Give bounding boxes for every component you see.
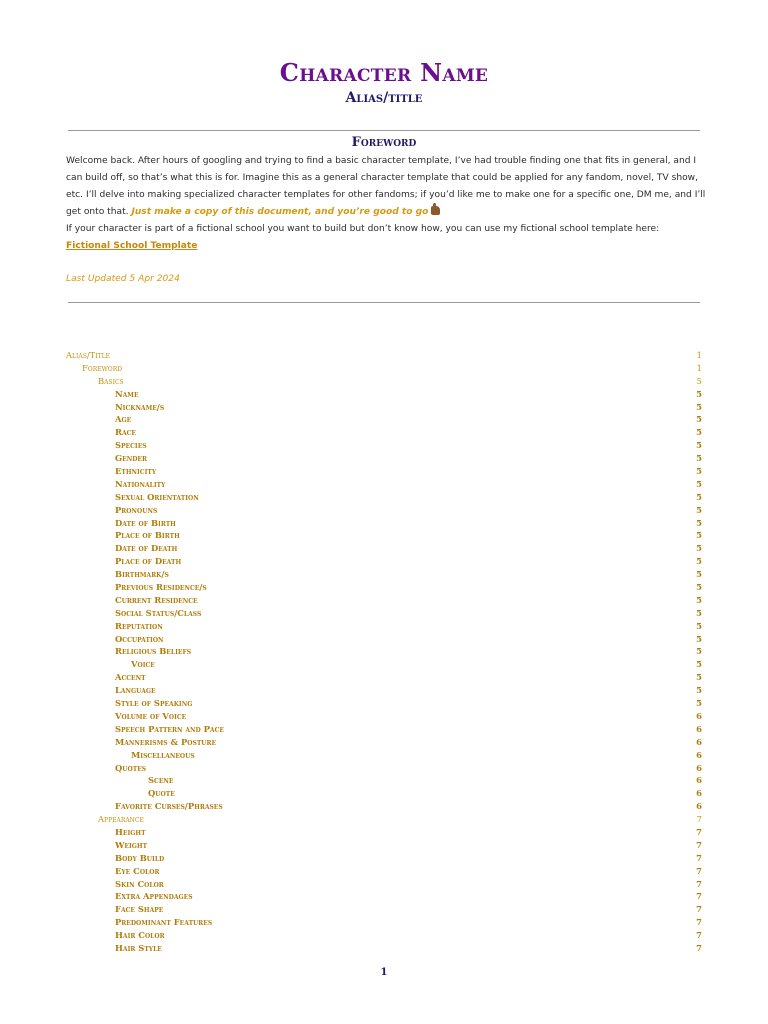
toc-entry-label: Foreword — [82, 362, 123, 373]
toc-entry[interactable] — [66, 504, 702, 517]
toc-entry[interactable] — [66, 645, 702, 658]
toc-entry-label: Religious Beliefs — [115, 646, 192, 657]
toc-entry-page: 5 — [696, 569, 702, 580]
toc-entry[interactable] — [66, 658, 702, 671]
toc-entry[interactable] — [66, 491, 702, 504]
toc-entry-label: Pronouns — [115, 504, 158, 515]
foreword-body — [66, 153, 706, 255]
toc-entry[interactable] — [66, 800, 702, 813]
toc-entry[interactable] — [66, 736, 702, 749]
toc-entry[interactable] — [66, 362, 702, 375]
toc-entry-page: 6 — [696, 762, 702, 773]
toc-entry[interactable] — [66, 813, 702, 826]
toc-entry[interactable] — [66, 671, 702, 684]
toc-entry[interactable] — [66, 568, 702, 581]
toc-entry-page: 7 — [696, 814, 702, 825]
intro-emphasis: Just make a copy of this document, and you’re good to go — [131, 207, 429, 217]
character-name-title: Character Name — [279, 58, 489, 87]
toc-entry-label: Previous Residence/s — [115, 582, 207, 593]
toc-entry-page: 5 — [696, 633, 702, 644]
toc-entry-label: Speech Pattern and Pace — [115, 723, 224, 734]
toc-entry-label: Gender — [115, 453, 147, 464]
toc-entry-label: Nationality — [115, 478, 166, 489]
bottom-divider — [68, 302, 700, 303]
toc-entry[interactable] — [66, 839, 702, 852]
toc-entry-label: Predominant Features — [115, 917, 213, 928]
toc-entry[interactable] — [66, 890, 702, 903]
toc-entry-page: 7 — [696, 826, 702, 837]
toc-entry-label: Age — [115, 414, 132, 425]
toc-entry-page: 1 — [696, 350, 702, 360]
toc-entry-page: 7 — [696, 904, 702, 915]
toc-entry-label: Skin Color — [115, 878, 164, 889]
toc-entry-label: Voice — [131, 659, 155, 670]
toc-entry-label: Name — [115, 388, 139, 399]
toc-entry-page: 7 — [696, 942, 702, 953]
toc-entry[interactable] — [66, 878, 702, 891]
toc-entry-label: Reputation — [115, 620, 163, 631]
toc-entry-label: Date of Death — [115, 543, 178, 554]
intro-text: Welcome back. After hours of googling and trying to find a basic character template, I’ve had trouble finding one that fits in general, and I can build off, so that’s what this is for. Imagine this as a general character template that could be applied for any fandom, novel, TV show, etc. I’ll delve into making specialized character templates for other fandoms; if you’d like me to make one for a specific one, DM me, and I’ll get onto that. — [66, 156, 706, 217]
toc-entry[interactable] — [66, 542, 702, 555]
toc-entry-page: 5 — [696, 620, 702, 631]
toc-entry-label: Place of Death — [115, 556, 182, 567]
toc-entry-label: Eye Color — [115, 865, 160, 876]
toc-entry-page: 5 — [696, 491, 702, 502]
toc-entry-page: 5 — [696, 504, 702, 515]
toc-entry-label: Height — [115, 826, 146, 837]
table-of-contents — [66, 349, 702, 955]
toc-entry[interactable] — [66, 581, 702, 594]
toc-entry-page: 5 — [696, 530, 702, 541]
toc-entry-label: Date of Birth — [115, 517, 176, 528]
toc-entry-label: Place of Birth — [115, 530, 180, 541]
toc-entry-label: Sexual Orientation — [115, 491, 199, 502]
toc-entry[interactable] — [66, 388, 702, 401]
toc-entry-label: Extra Appendages — [115, 891, 193, 902]
toc-entry-page: 7 — [696, 891, 702, 902]
toc-entry-label: Favorite Curses/Phrases — [115, 801, 223, 812]
toc-entry-page: 5 — [696, 543, 702, 554]
toc-entry-page: 7 — [696, 865, 702, 876]
toc-entry-label: Face Shape — [115, 904, 164, 915]
toc-entry[interactable] — [66, 774, 702, 787]
toc-entry-label: Hair Color — [115, 930, 165, 941]
toc-entry-page: 5 — [696, 672, 702, 683]
toc-entry[interactable] — [66, 465, 702, 478]
toc-entry[interactable] — [66, 929, 702, 942]
toc-entry-page: 5 — [696, 685, 702, 696]
toc-entry-page: 5 — [696, 414, 702, 425]
toc-entry-page: 5 — [696, 582, 702, 593]
toc-entry[interactable] — [66, 517, 702, 530]
toc-entry[interactable] — [66, 916, 702, 929]
toc-entry-page: 5 — [696, 453, 702, 464]
toc-entry[interactable] — [66, 749, 702, 762]
toc-entry-label: Current Residence — [115, 594, 198, 605]
toc-entry-label: Volume of Voice — [115, 710, 187, 721]
toc-entry-page: 6 — [696, 736, 702, 747]
toc-entry-page: 7 — [696, 852, 702, 863]
toc-entry-page: 5 — [696, 440, 702, 451]
toc-entry-page: 5 — [696, 375, 702, 386]
fictional-school-template-link[interactable]: Fictional School Template — [66, 241, 198, 251]
toc-entry[interactable] — [66, 903, 702, 916]
toc-entry-page: 5 — [696, 388, 702, 399]
toc-entry-page: 5 — [696, 594, 702, 605]
toc-entry[interactable] — [66, 529, 702, 542]
toc-entry-label: Miscellaneous — [131, 749, 195, 760]
toc-entry[interactable] — [66, 787, 702, 800]
toc-entry-page: 6 — [696, 710, 702, 721]
toc-entry-label: Appearance — [98, 814, 144, 825]
toc-entry[interactable] — [66, 710, 702, 723]
toc-entry-label: Accent — [115, 672, 146, 683]
toc-entry-page: 1 — [696, 362, 702, 373]
toc-entry[interactable] — [66, 762, 702, 775]
toc-entry-label: Ethnicity — [115, 466, 157, 477]
top-divider — [68, 130, 700, 131]
toc-entry-label: Body Build — [115, 852, 165, 863]
thumbs-up-icon — [431, 206, 440, 215]
toc-entry-page: 5 — [696, 466, 702, 477]
toc-entry[interactable] — [66, 426, 702, 439]
toc-entry-label: Basics — [98, 375, 124, 386]
toc-entry-page: 7 — [696, 878, 702, 889]
toc-entry[interactable] — [66, 478, 702, 491]
toc-entry-label: Occupation — [115, 633, 164, 644]
toc-entry-page: 6 — [696, 775, 702, 786]
toc-entry-label: Quote — [148, 788, 175, 799]
toc-entry-page: 5 — [696, 659, 702, 670]
toc-entry[interactable] — [66, 684, 702, 697]
toc-entry[interactable] — [66, 413, 702, 426]
toc-entry[interactable] — [66, 594, 702, 607]
toc-entry-label: Scene — [148, 775, 174, 786]
toc-entry-label: Language — [115, 685, 156, 696]
toc-entry-page: 6 — [696, 801, 702, 812]
toc-entry-page: 6 — [696, 723, 702, 734]
toc-entry-label: Social Status/Class — [115, 607, 202, 618]
toc-entry-page: 6 — [696, 788, 702, 799]
toc-entry-label: Nickname/s — [115, 401, 165, 412]
toc-entry-label: Species — [115, 440, 147, 451]
toc-entry[interactable] — [66, 826, 702, 839]
toc-entry-page: 5 — [696, 401, 702, 412]
toc-entry-label: Alias/Title — [66, 350, 110, 360]
toc-entry[interactable] — [66, 865, 702, 878]
page-number: 1 — [380, 967, 388, 978]
toc-entry[interactable] — [66, 375, 702, 388]
toc-entry-page: 7 — [696, 839, 702, 850]
toc-entry-page: 5 — [696, 517, 702, 528]
toc-entry-label: Race — [115, 427, 136, 438]
toc-entry-label: Weight — [115, 839, 148, 850]
toc-entry[interactable] — [66, 349, 702, 362]
foreword-heading: Foreword — [351, 135, 417, 150]
toc-entry-page: 6 — [696, 749, 702, 760]
toc-entry[interactable] — [66, 401, 702, 414]
toc-entry[interactable] — [66, 697, 702, 710]
toc-entry-page: 5 — [696, 427, 702, 438]
intro-paragraph — [66, 153, 706, 221]
toc-entry[interactable] — [66, 942, 702, 955]
toc-entry-label: Quotes — [115, 762, 147, 773]
toc-entry-page: 5 — [696, 607, 702, 618]
toc-entry-page: 7 — [696, 917, 702, 928]
toc-entry[interactable] — [66, 439, 702, 452]
alias-subtitle: Alias/title — [345, 90, 423, 106]
toc-entry-label: Style of Speaking — [115, 698, 193, 709]
toc-entry-page: 5 — [696, 478, 702, 489]
toc-entry-label: Birthmark/s — [115, 569, 169, 580]
toc-entry-label: Mannerisms & Posture — [115, 736, 217, 747]
school-paragraph — [66, 221, 706, 255]
toc-entry-page: 5 — [696, 698, 702, 709]
toc-entry-page: 7 — [696, 930, 702, 941]
toc-entry[interactable] — [66, 607, 702, 620]
toc-entry[interactable] — [66, 633, 702, 646]
toc-entry[interactable] — [66, 452, 702, 465]
toc-entry[interactable] — [66, 620, 702, 633]
last-updated-date: Last Updated 5 Apr 2024 — [66, 274, 180, 284]
toc-entry[interactable] — [66, 555, 702, 568]
toc-entry-page: 5 — [696, 556, 702, 567]
school-text: If your character is part of a fictional school you want to build but don’t know how, you can use my fictional school template here: — [66, 224, 660, 234]
toc-entry-label: Hair Style — [115, 942, 162, 953]
toc-entry-page: 5 — [696, 646, 702, 657]
toc-entry[interactable] — [66, 852, 702, 865]
toc-entry[interactable] — [66, 723, 702, 736]
